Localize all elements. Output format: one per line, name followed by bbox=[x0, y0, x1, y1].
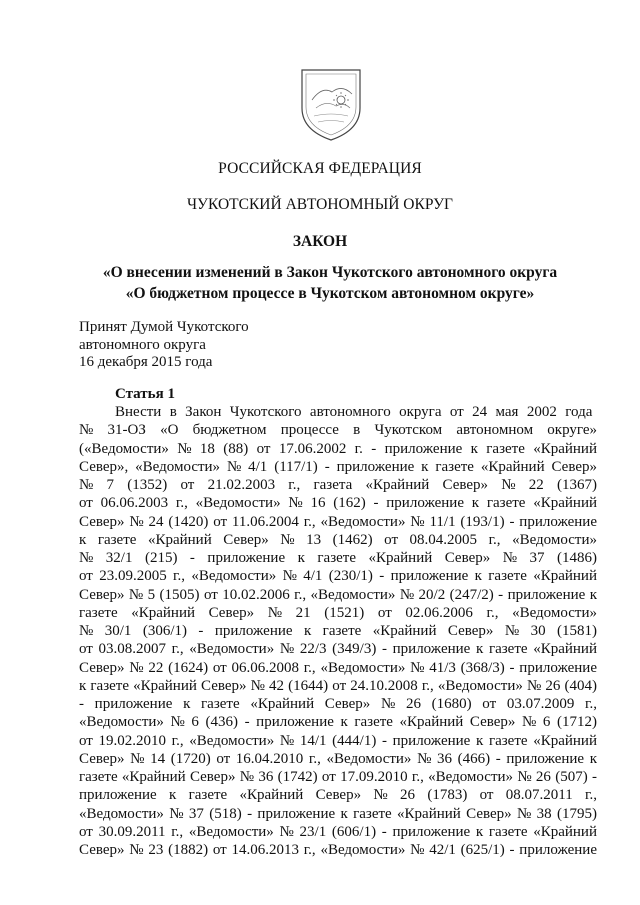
article-1-line: Север» № 24 (1420) от 11.06.2004 г., «Ведомости» № 11/1 (193/1) - приложение bbox=[79, 513, 597, 530]
article-1-heading: Статья 1 bbox=[115, 386, 175, 402]
article-1-line: Внести в Закон Чукотского автономного округа от 24 мая 2002 года bbox=[115, 404, 593, 420]
article-1-line: приложение к газете «Крайний Север» № 26 (1783) от 08.07.2011 г., bbox=[79, 787, 597, 804]
article-1-line: № 32/1 (215) - приложение к газете «Крайний Север» № 37 (1486) bbox=[79, 550, 597, 566]
article-1-line: к газете «Крайний Север» № 13 (1462) от 08.04.2005 г., «Ведомости» bbox=[79, 531, 597, 548]
article-1-line: от 03.08.2007 г., «Ведомости» № 22/3 (349/3) - приложение к газете «Крайний bbox=[79, 641, 597, 658]
region-heading: ЧУКОТСКИЙ АВТОНОМНЫЙ ОКРУГ bbox=[186, 196, 454, 213]
article-1-line: Север» № 22 (1624) от 06.06.2008 г., «Ведомости» № 41/3 (368/3) - приложение bbox=[79, 659, 597, 676]
article-1-line: («Ведомости» № 18 (88) от 17.06.2002 г. - приложение к газете «Крайний bbox=[79, 440, 597, 457]
law-title-line-2: «О бюджетном процессе в Чукотском автономном округе» bbox=[125, 285, 535, 302]
article-1-line: № 7 (1352) от 21.02.2003 г., газета «Крайний Север» № 22 (1367) bbox=[79, 477, 597, 493]
adoption-line-2: автономного округа bbox=[79, 336, 206, 353]
article-1-line: Север», «Ведомости» № 4/1 (117/1) - приложение к газете «Крайний Север» bbox=[79, 458, 597, 475]
article-1-line: к газете «Крайний Север» № 42 (1644) от 24.10.2008 г., «Ведомости» № 26 (404) bbox=[79, 677, 597, 694]
article-1-line: от 23.09.2005 г., «Ведомости» № 4/1 (230/1) - приложение к газете «Крайний bbox=[79, 568, 597, 585]
document-type-heading: ЗАКОН bbox=[292, 233, 348, 250]
article-1-line: Север» № 14 (1720) от 16.04.2010 г., «Ведомости» № 36 (466) - приложение к bbox=[79, 750, 597, 767]
article-1-line: - приложение к газете «Крайний Север» № 26 (1680) от 03.07.2009 г., bbox=[79, 696, 597, 712]
article-1-line: от 06.06.2003 г., «Ведомости» № 16 (162) - приложение к газете «Крайний bbox=[79, 495, 597, 512]
article-1-line: Север» № 5 (1505) от 10.02.2006 г., «Ведомости» № 20/2 (247/2) - приложение к bbox=[79, 586, 597, 603]
article-1-line: «Ведомости» № 6 (436) - приложение к газете «Крайний Север» № 6 (1712) bbox=[79, 714, 597, 731]
article-1-line: газете «Крайний Север» № 36 (1742) от 17.09.2010 г., «Ведомости» № 26 (507) - bbox=[79, 769, 597, 785]
article-1-line: Север» № 23 (1882) от 14.06.2013 г., «Ведомости» № 42/1 (625/1) - приложение bbox=[79, 842, 597, 858]
article-1-line: «Ведомости» № 37 (518) - приложение к газете «Крайний Север» № 38 (1795) bbox=[79, 805, 597, 822]
law-title-line-1: «О внесении изменений в Закон Чукотского автономного округа bbox=[102, 264, 558, 281]
article-1-line: № 30/1 (306/1) - приложение к газете «Крайний Север» № 30 (1581) bbox=[79, 623, 597, 639]
adoption-line-1: Принят Думой Чукотского bbox=[79, 319, 249, 335]
coat-of-arms-icon bbox=[296, 64, 366, 144]
article-1-body bbox=[79, 403, 597, 859]
federation-heading: РОССИЙСКАЯ ФЕДЕРАЦИЯ bbox=[218, 160, 422, 177]
adoption-date: 16 декабря 2015 года bbox=[79, 354, 213, 370]
adoption-block bbox=[79, 319, 249, 372]
article-1-line: от 30.09.2011 г., «Ведомости» № 23/1 (606/1) - приложение к газете «Крайний bbox=[79, 823, 597, 840]
article-1-line: от 19.02.2010 г., «Ведомости» № 14/1 (444/1) - приложение к газете «Крайний bbox=[79, 732, 597, 749]
article-1-line: № 31-ОЗ «О бюджетном процессе в Чукотском автономном округе» bbox=[79, 422, 597, 439]
article-1-line: газете «Крайний Север» № 21 (1521) от 02.06.2006 г., «Ведомости» bbox=[79, 604, 597, 621]
